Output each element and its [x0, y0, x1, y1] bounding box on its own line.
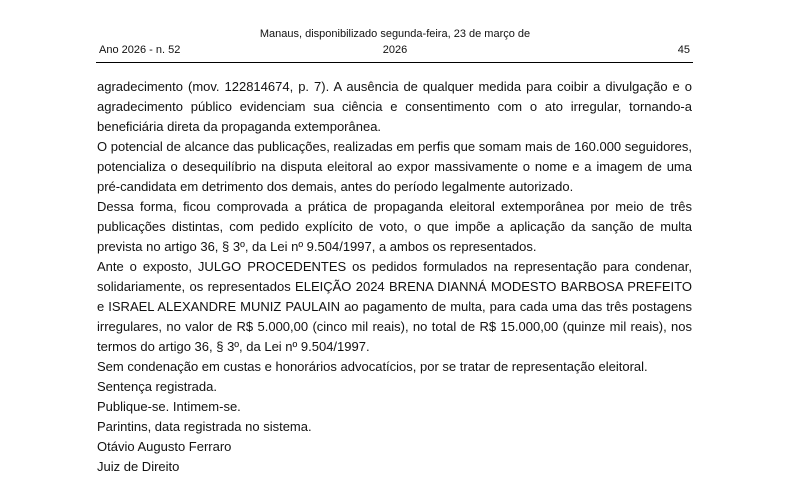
- paragraph-acknowledgement: agradecimento (mov. 122814674, p. 7). A ausência de qualquer medida para coibir a divulgação e o agradecimento público evidenciam sua ciência e consentimento com o ato irregular, tornando-a beneficiária direta da propaganda extemporânea.: [97, 79, 692, 134]
- paragraph-reach: O potencial de alcance das publicações, realizadas em perfis que somam mais de 160.000 seguidores, potencializa o desequilíbrio na disputa eleitoral ao expor massivamente o nome e a imagem de uma pré-candidata em detrimento dos demais, antes do período legalmente autorizado.: [97, 139, 692, 194]
- sentence-registered: Sentença registrada.: [97, 379, 217, 394]
- header-edition: Ano 2026 - n. 52: [99, 44, 181, 56]
- paragraph-costs: Sem condenação em custas e honorários advocatícios, por se tratar de representação eleitoral.: [97, 359, 648, 374]
- paragraph-ruling: Ante o exposto, JULGO PROCEDENTES os pedidos formulados na representação para condenar, solidariamente, os representados ELEIÇÃO 2024 BRENA DIANNÁ MODESTO BARBOSA PREFEITO e ISRAEL ALEXANDRE MUNIZ PAULAIN ao pagamento de multa, para cada uma das três postagens irregulares, no valor de R$ 5.000,00 (cinco mil reais), no total de R$ 15.000,00 (quinze mil reais), nos termos do artigo 36, § 3º, da Lei nº 9.504/1997.: [97, 259, 692, 354]
- place-line: Parintins, data registrada no sistema.: [97, 419, 312, 434]
- header-page-number: 45: [677, 44, 690, 56]
- publish-notice: Publique-se. Intimem-se.: [97, 399, 241, 414]
- header-divider: [96, 62, 693, 63]
- judge-name: Otávio Augusto Ferraro: [97, 439, 232, 454]
- page-header: [0, 0, 789, 66]
- paragraph-conclusion: Dessa forma, ficou comprovada a prática de propaganda eleitoral extemporânea por meio de três publicações distintas, com pedido explícito de voto, o que impõe a aplicação da sanção de multa prevista no artigo 36, § 3º, da Lei nº 9.504/1997, a ambos os representados.: [97, 199, 692, 254]
- judge-title: Juiz de Direito: [97, 459, 180, 474]
- document-body: [97, 77, 692, 477]
- header-place-date: Manaus, disponibilizado segunda-feira, 23 de março de 2026: [259, 28, 531, 56]
